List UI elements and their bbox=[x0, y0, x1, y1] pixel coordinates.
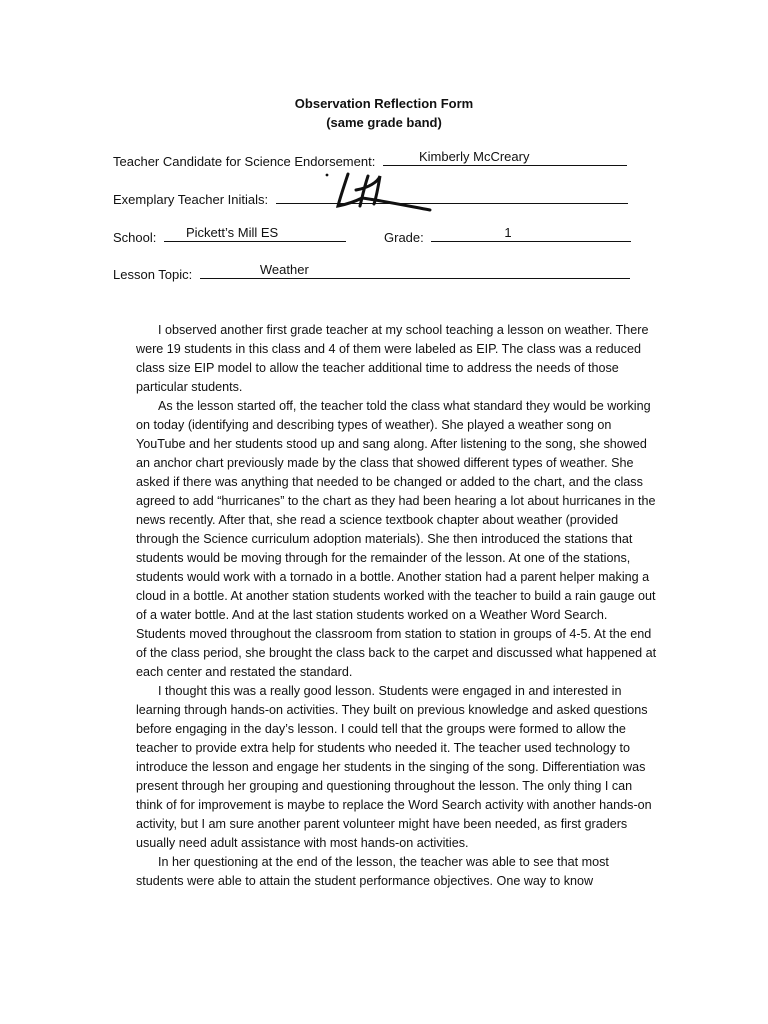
grade-field[interactable] bbox=[431, 227, 631, 242]
topic-value: Weather bbox=[259, 262, 309, 277]
form-title: Observation Reflection Form bbox=[294, 96, 474, 111]
school-label: School: bbox=[113, 230, 157, 245]
candidate-label: Teacher Candidate for Science Endorsement: bbox=[113, 154, 376, 169]
signature-initials-icon bbox=[318, 168, 438, 218]
form-subtitle: (same grade band) bbox=[326, 115, 442, 130]
paragraph: In her questioning at the end of the lesson, the teacher was able to see that most students were able to attain the student performance objectives. One way to know bbox=[136, 855, 609, 888]
initials-label: Exemplary Teacher Initials: bbox=[113, 192, 269, 207]
paragraph: As the lesson started off, the teacher told the class what standard they would be working on today (identifying and describing types of weather). She played a weather song on YouTube and her students stood up and sang along. After listening to the song, she showed an anchor chart previously made by the class that showed different types of weather. She asked if there was anything that needed to be changed or added to the chart, and the class agreed to add “hurricanes” to the chart as they had been hearing a lot about hurricanes in the news recently. After that, she read a science textbook chapter about weather (provided through the Science curriculum adoption materials). She then introduced the stations that students would be moving through for the remainder of the lesson. At one of the stations, students would work with a tornado in a bottle. Another station had a parent helper making a cloud in a bottle. At another station students worked with the teacher to build a rain gauge out of a water bottle. And at the last station students worked on a Weather Word Search. Students moved throughout the classroom from station to station in groups of 4-5. At the end of the class period, she brought the class back to the carpet and discussed what happened at each center and restated the standard. bbox=[136, 399, 657, 679]
topic-label: Lesson Topic: bbox=[113, 267, 193, 282]
candidate-field[interactable] bbox=[383, 151, 627, 166]
grade-value: 1 bbox=[504, 225, 512, 240]
candidate-value: Kimberly McCreary bbox=[418, 149, 530, 164]
grade-label: Grade: bbox=[384, 230, 424, 245]
school-value: Pickett’s Mill ES bbox=[186, 225, 279, 240]
paragraph: I observed another first grade teacher at my school teaching a lesson on weather. There were 19 students in this class and 4 of them were labeled as EIP. The class was a reduced class size EIP model to allow the teacher additional time to address the needs of those particular students. bbox=[136, 323, 649, 394]
reflection-body bbox=[136, 321, 658, 891]
topic-row bbox=[113, 264, 630, 284]
grade-row bbox=[384, 227, 631, 247]
topic-field[interactable] bbox=[200, 264, 630, 279]
school-field[interactable] bbox=[164, 227, 346, 242]
paragraph: I thought this was a really good lesson. Students were engaged in and interested in learning through hands-on activities. They built on previous knowledge and asked questions before engaging in the day’s lesson. I could tell that the groups were formed to allow the teacher to provide extra help for students who needed it. The teacher used technology to introduce the lesson and engage her students in the singing of the song. Differentiation was present through her grouping and questioning throughout the lesson. The only thing I can think of for improvement is maybe to replace the Word Search activity with another hands-on activity, but I am sure another parent volunteer might have been needed, as first graders usually need adult assistance with most hands-on activities. bbox=[136, 684, 652, 850]
school-row bbox=[113, 227, 346, 247]
